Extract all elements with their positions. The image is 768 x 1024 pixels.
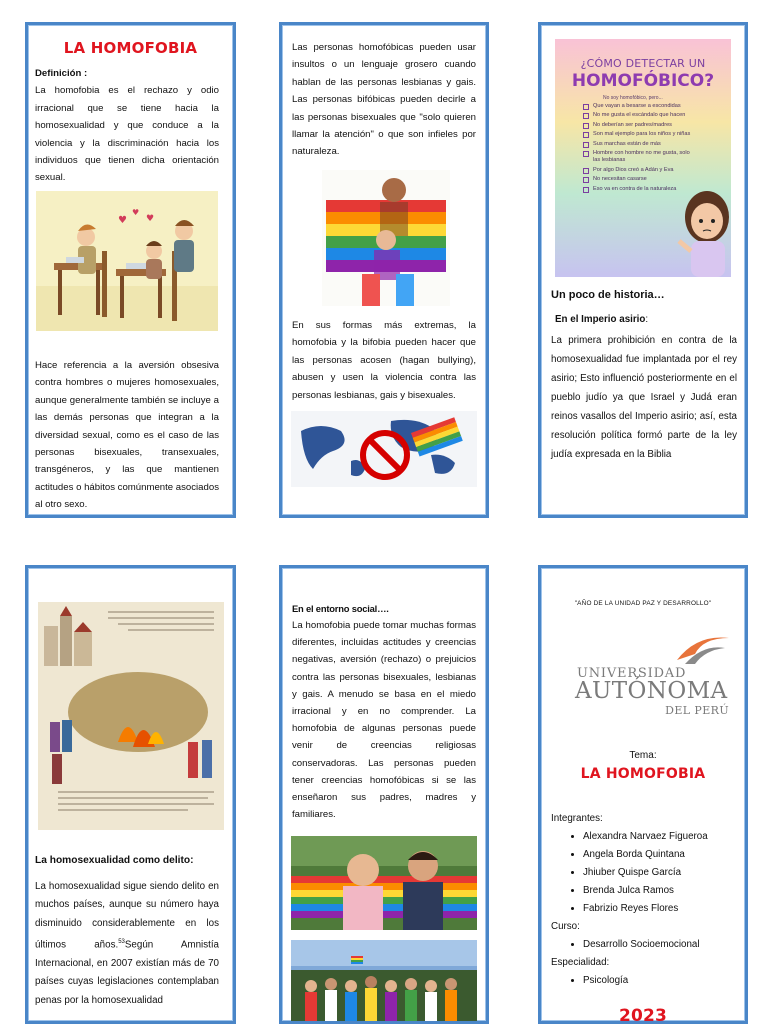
empire-colon: :: [645, 314, 649, 325]
svg-text:♥: ♥: [132, 208, 140, 217]
swoosh-logo-mark: [675, 630, 731, 666]
poster-checklist-item: [583, 141, 691, 148]
checkbox-icon: [583, 151, 589, 157]
integrante-item: • Jhiuber Quispe García: [583, 864, 739, 882]
poster-checklist-item: [583, 112, 691, 119]
integrante-item: • Fabrizio Reyes Flores: [583, 900, 739, 918]
checklist-text: No necesitan casarse: [593, 176, 647, 183]
crime-text: [35, 878, 219, 1010]
crime-footnote: 53: [118, 939, 125, 946]
classroom-illustration: [36, 191, 218, 331]
poster-checklist-item: [583, 176, 691, 183]
checkbox-icon: [583, 142, 589, 148]
poster-subtitle: No soy homofóbico, pero...: [603, 95, 663, 101]
integrante-item: • Alexandra Narvaez Figueroa: [583, 828, 739, 846]
checkbox-icon: [583, 132, 589, 138]
integrantes-label: Integrantes:: [551, 813, 603, 824]
checkbox-icon: [583, 187, 589, 193]
especialidad-label: Especialidad:: [551, 957, 610, 968]
year-motto: "AÑO DE LA UNIDAD PAZ Y DESARROLLO": [574, 600, 712, 607]
poster-checklist-item: [583, 103, 691, 110]
year-label: 2023: [618, 1006, 668, 1024]
history-text: La primera prohibición en contra de la homosexualidad fue implantada por el rey asirio; Esto influenció posteriormente en el pueblo judío ya que Israel y Judá eran reinos vasallos del Imperio asirio; así, esta resolución política formó parte de la ley judía expresada en la Biblia: [551, 335, 737, 460]
checklist-text: Que vayan a besarse a escondidas: [593, 103, 681, 109]
checklist-text: Por algo Dios creó a Adán y Eva: [593, 166, 674, 173]
pride-flag-photo: [322, 170, 450, 306]
crime-title: La homosexualidad como delito:: [35, 855, 194, 866]
poster-checklist-item: [583, 131, 691, 138]
checkbox-icon: [583, 113, 589, 119]
panel-definition: [25, 22, 236, 518]
integrante-item: • Angela Borda Quintana: [583, 846, 739, 864]
medieval-burning-illustration: [38, 602, 224, 830]
definition-label: Definición :: [35, 68, 88, 79]
poster-title-1: ¿CÓMO DETECTAR UN: [580, 57, 706, 70]
social-title: En el entorno social….: [292, 603, 389, 614]
checklist-text: Eso va en contra de la naturaleza: [593, 185, 677, 192]
tema-label: Tema:: [629, 750, 657, 761]
university-name-line3: DEL PERÚ: [665, 704, 729, 717]
definition-text: La homofobia es el rechazo y odio irracional que se tiene hacia la homosexualidad y que conduce a la violencia y la discriminación hacia los individuos que tienen dicha orientación sexual.: [35, 85, 219, 184]
checklist-text: Sus marchas están de más: [593, 140, 661, 147]
world-map-no-sign-photo: [291, 411, 477, 487]
poster-checklist-item: [583, 186, 691, 193]
empire-label: En el Imperio asirio: [555, 314, 646, 325]
panel-cover: [538, 565, 748, 1024]
pride-march-crowd-photo: [291, 940, 477, 1024]
university-name-line1: UNIVERSIDAD: [577, 666, 687, 681]
checkbox-icon: [583, 177, 589, 183]
poster-checklist-item: [583, 167, 691, 174]
especialidad-item: • Psicología: [583, 972, 739, 990]
poster-checklist: [583, 103, 691, 193]
curso-label: Curso:: [551, 921, 580, 932]
checkbox-icon: [583, 104, 589, 110]
panel-history: [538, 22, 748, 518]
checklist-text: No me gusta el escándalo que hacen: [593, 112, 686, 119]
two-men-pride-flag-photo: [291, 836, 477, 930]
checkbox-icon: [583, 123, 589, 129]
poster-checklist-item: [583, 122, 691, 129]
panel-crime: [25, 565, 236, 1024]
tema-value: LA HOMOFOBIA: [580, 766, 706, 782]
especialidad-list: [551, 972, 739, 990]
checklist-text: No deberían ser padres/madres: [593, 121, 672, 128]
panel-bifobia: [279, 22, 489, 518]
poster-checklist-item: [583, 150, 691, 165]
crime-text-a: La homosexualidad sigue siendo delito en muchos países, aunque su número haya disminuido considerablemente en los últimos años.: [35, 881, 219, 951]
panel1-title: LA HOMOFOBIA: [63, 39, 198, 57]
checklist-text: Hombre con hombre no me gusta, solo las lesbianas: [593, 150, 690, 164]
crime-text-b: Según Amnistía Internacional, en 2007 existían más de 70 países cuyas legislaciones contemplaban penas por la homosexualidad: [35, 939, 219, 1006]
curso-item: • Desarrollo Socioemocional: [583, 936, 739, 954]
svg-text:♥: ♥: [146, 214, 155, 224]
poster-title-2: HOMOFÓBICO?: [571, 71, 715, 91]
checkbox-icon: [583, 168, 589, 174]
violence-text: En sus formas más extremas, la homofobia y la bifobia pueden hacer que las personas acosen (hagan bullying), abusen y usen la violencia contra las personas lesbianas, gais y bisexuales.: [292, 320, 476, 401]
bifobia-text: Las personas homofóbicas pueden usar insultos o un lenguaje grosero cuando hablan de las personas lesbianas y gais. Las personas bifóbicas pueden decirle a las personas bisexuales que "solo quieren llamar la atención" o que son infieles por naturaleza.: [292, 42, 476, 158]
curso-list: [551, 936, 739, 954]
svg-text:♥: ♥: [118, 215, 127, 226]
social-text: La homofobia puede tomar muchas formas diferentes, incluidas actitudes y creencias negativas, aversión (rechazo) o prejuicios contra las personas bisexuales, lesbianas y gais. A menudo se basa en el miedo irracional y en no comprender. La homofobia de algunas personas puede venir de creencias religiosas conservadoras. Las personas pueden tener creencias homofóbicas si se las enseñaron sus padres, madres y familiares.: [292, 620, 476, 821]
detect-homophobe-poster: [555, 39, 731, 277]
university-name-line2: AUTÓNOMA: [575, 678, 728, 704]
checklist-text: Son mal ejemplo para los niños y niñas: [593, 131, 691, 138]
aversion-text: Hace referencia a la aversión obsesiva contra hombres o mujeres homosexuales, aunque generalmente también se incluye a las demás personas que integran a la diversidad sexual, como es el caso de las personas bisexuales, transexuales, transgéneros, y las que mantienen actitudes o hábitos comúnmente asociados al otro sexo.: [35, 360, 219, 511]
panel-social: [279, 565, 489, 1024]
university-logo: [567, 624, 737, 720]
integrante-item: • Brenda Julca Ramos: [583, 882, 739, 900]
history-title: Un poco de historia…: [551, 289, 665, 301]
cartoon-character-illustration: [677, 181, 731, 277]
integrantes-list: [551, 828, 739, 918]
